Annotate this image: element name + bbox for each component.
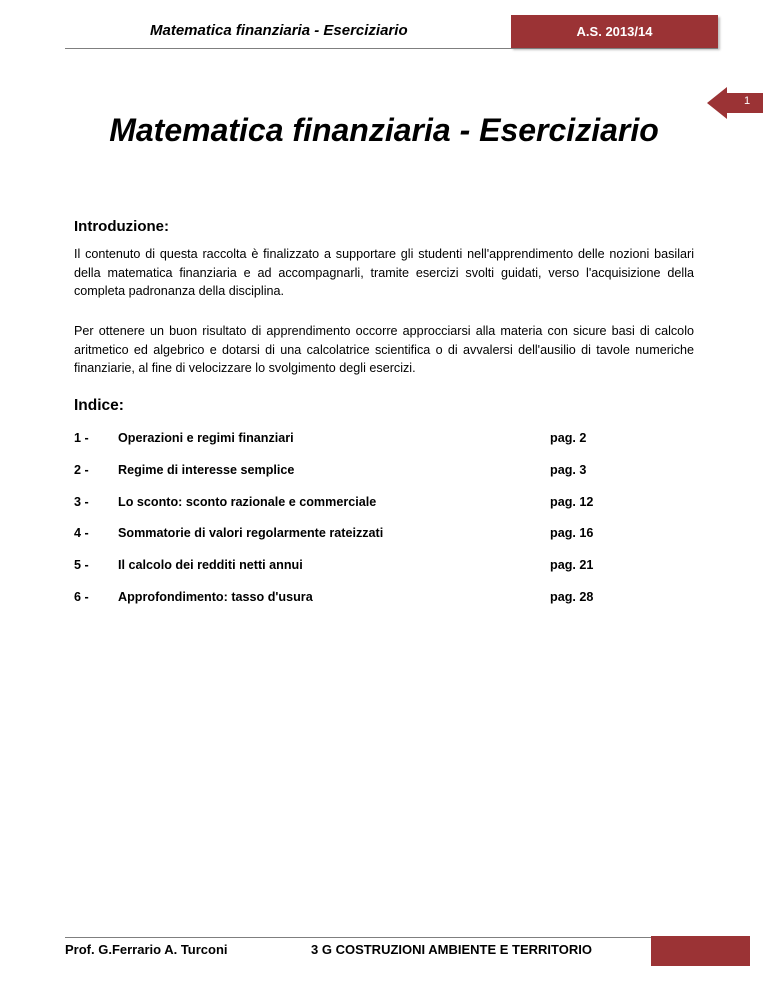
index-item[interactable] [74, 558, 674, 578]
index-page: pag. 21 [550, 558, 594, 572]
index-number: 3 - [74, 495, 89, 509]
index-title: Lo sconto: sconto razionale e commerciale [118, 495, 377, 509]
footer-accent-box [651, 936, 750, 966]
index-heading: Indice: [74, 397, 124, 414]
intro-heading: Introduzione: [74, 218, 169, 235]
index-page: pag. 3 [550, 463, 587, 477]
index-item[interactable] [74, 526, 674, 546]
index-number: 4 - [74, 526, 89, 540]
page-number: 1 [743, 95, 751, 107]
index-item[interactable] [74, 590, 674, 610]
footer-divider [65, 937, 718, 938]
header-title: Matematica finanziaria - Eserciziario [150, 22, 408, 39]
index-item[interactable] [74, 463, 674, 483]
index-number: 5 - [74, 558, 89, 572]
index-number: 6 - [74, 590, 89, 604]
index-title: Approfondimento: tasso d'usura [118, 590, 313, 604]
index-title: Sommatorie di valori regolarmente rateizzati [118, 526, 384, 540]
header-divider [65, 48, 718, 49]
index-page: pag. 16 [550, 526, 594, 540]
index-number: 2 - [74, 463, 89, 477]
index-title: Operazioni e regimi finanziari [118, 431, 294, 445]
school-year-badge: A.S. 2013/14 [511, 15, 718, 48]
index-page: pag. 12 [550, 495, 594, 509]
index-page: pag. 2 [550, 431, 587, 445]
footer-course: 3 G COSTRUZIONI AMBIENTE E TERRITORIO [311, 942, 592, 957]
index-title: Regime di interesse semplice [118, 463, 295, 477]
footer-author: Prof. G.Ferrario A. Turconi [65, 942, 228, 957]
index-number: 1 - [74, 431, 89, 445]
index-page: pag. 28 [550, 590, 594, 604]
intro-paragraph-2: Per ottenere un buon risultato di apprendimento occorre approcciarsi alla materia con sicure basi di calcolo aritmetico ed algebrico e dotarsi di una calcolatrice scientifica o di avvalersi dell'ausilio di tavole numeriche finanziarie, al fine di velocizzare lo svolgimento degli esercizi. [74, 324, 694, 375]
document-title: Matematica finanziaria - Eserciziario [109, 112, 659, 148]
intro-paragraph-1: Il contenuto di questa raccolta è finalizzato a supportare gli studenti nell'apprendimento delle nozioni basilari della matematica finanziaria e ad accompagnarli, tramite esercizi svolti guidati, verso l'acquisizione della completa padronanza della disciplina. [74, 247, 694, 298]
index-title: Il calcolo dei redditi netti annui [118, 558, 303, 572]
index-item[interactable] [74, 431, 674, 451]
index-item[interactable] [74, 495, 674, 515]
